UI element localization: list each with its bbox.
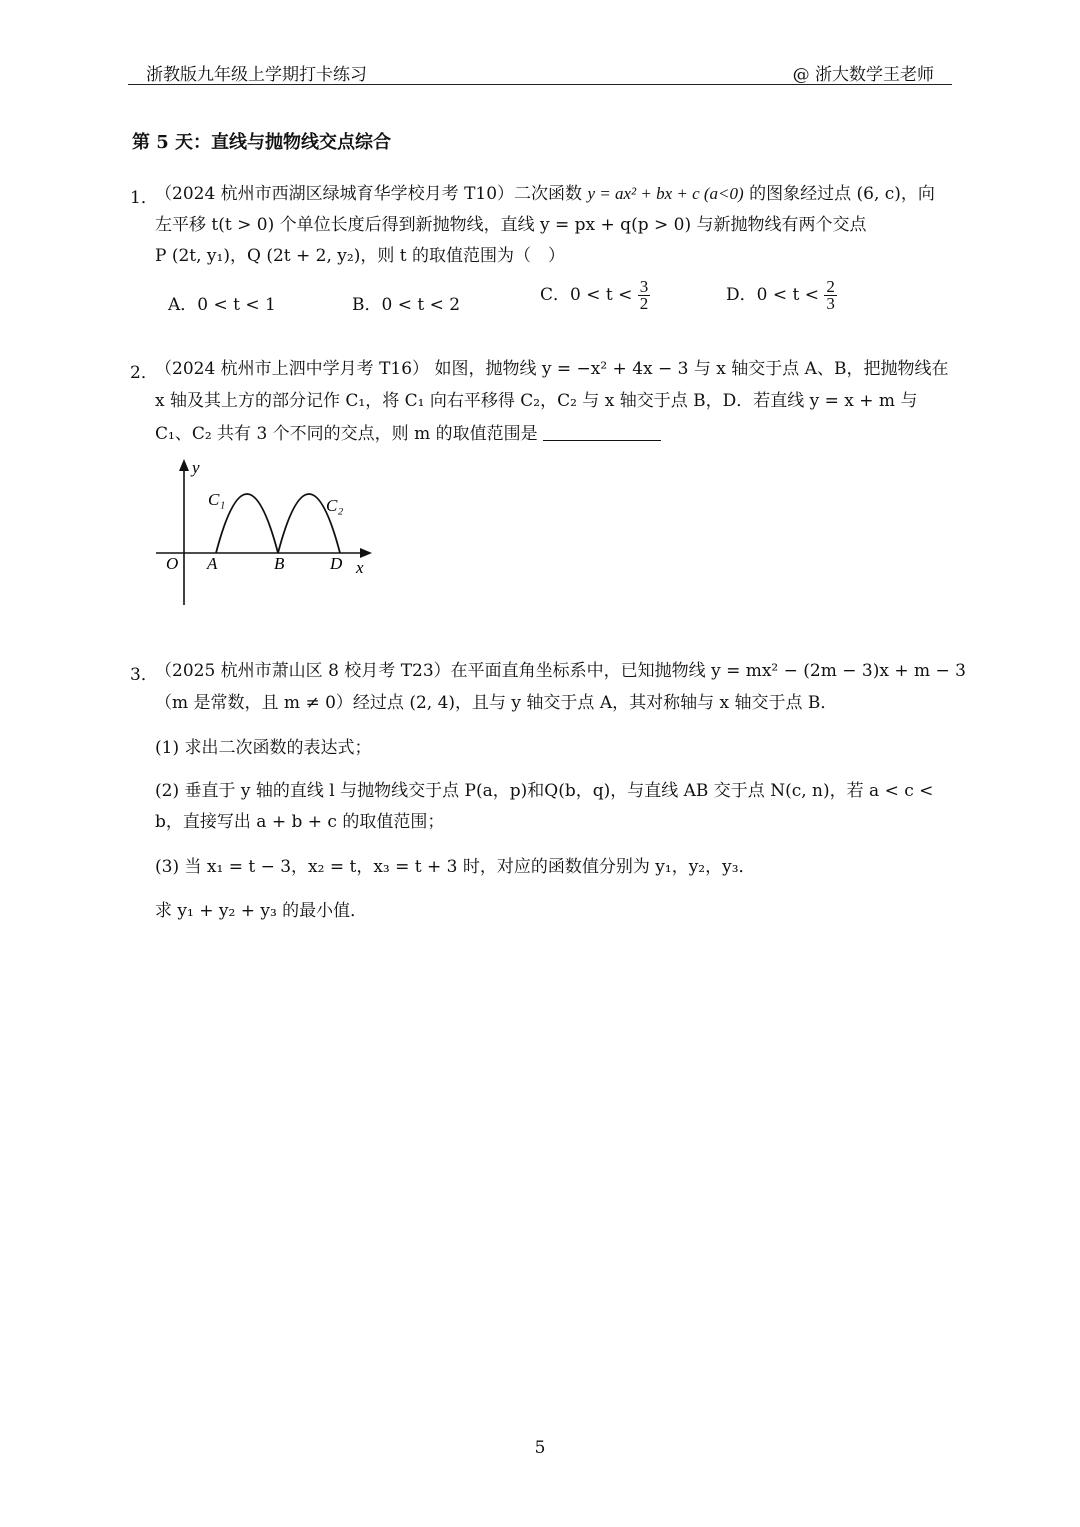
q1-option-d-text: D．0 < t < [726,285,819,305]
header-right: @ 浙大数学王老师 [792,65,934,85]
header-left: 浙教版九年级上学期打卡练习 [146,65,367,85]
q1-option-c-fraction [638,279,651,312]
page-number: 5 [534,1438,546,1458]
label-a: A [207,554,218,573]
q1-option-d-fraction [824,279,837,312]
q1-option-d-denominator: 3 [826,294,835,313]
q3-part3: (3) 当 x₁ = t − 3，x₂ = t，x₃ = t + 3 时，对应的函数值分别为 y₁，y₂，y₃． [155,857,756,877]
q1-option-b: B．0 < t < 2 [352,295,461,315]
q2-line2: x 轴及其上方的部分记作 C₁，将 C₁ 向右平移得 C₂，C₂ 与 x 轴交于点 B，D．若直线 y = x + m 与 [155,391,918,411]
label-o: O [166,554,179,573]
label-c2: C₂ [326,496,344,515]
q1-number: 1． [130,188,158,208]
q3-part2-line2: b，直接写出 a + b + c 的取值范围； [155,812,445,832]
q1-source: （2024 杭州市西湖区绿城育华学校月考 T10） [155,184,515,204]
q1-option-c-denominator: 2 [639,294,649,313]
parabola-figure [150,455,390,615]
q2-line1: （2024 杭州市上泗中学月考 T16） 如图，抛物线 y = −x² + 4x − 3 与 x 轴交于点 A、B，把抛物线在 [155,359,949,379]
q1-option-a: A．0 < t < 1 [168,295,276,315]
y-axis-arrow [179,459,189,471]
q1-option-c-numerator: 3 [639,277,649,296]
label-y: y [192,458,200,477]
q2-line3-text: C₁、C₂ 共有 3 个不同的交点，则 m 的取值范围是 [155,424,538,444]
q1-line3: P (2t, y₁)，Q (2t + 2, y₂)，则 t 的取值范围为（ ） [155,246,565,266]
q3-number: 3． [130,665,158,685]
q1-text1: 二次函数 [514,184,583,204]
label-x: x [356,558,364,577]
section-title: 第 5 天：直线与抛物线交点综合 [132,132,392,153]
q2-line3 [155,423,661,445]
q1-text2: 的图象经过点 (6, c)，向 [749,184,935,204]
q1-line1 [155,183,935,205]
q1-option-d-numerator: 2 [826,277,835,296]
label-c1: C₁ [208,490,226,509]
q1-option-c [540,279,650,312]
q2-number: 2． [130,363,158,383]
q3-line1: （2025 杭州市萧山区 8 校月考 T23）在平面直角坐标系中，已知抛物线 y = mx² − (2m − 3)x + m − 3 [155,661,966,681]
answer-blank [543,424,661,441]
label-d: D [330,554,343,573]
curve-c1 [216,494,278,553]
q3-line2: （m 是常数，且 m ≠ 0）经过点 (2, 4)，且与 y 轴交于点 A，其对称轴与 x 轴交于点 B． [155,693,838,713]
q3-part1: (1) 求出二次函数的表达式； [155,738,372,758]
q1-option-d [726,279,837,312]
q1-line2: 左平移 t(t > 0) 个单位长度后得到新抛物线，直线 y = px + q(p > 0) 与新抛物线有两个交点 [155,215,867,235]
page-header [128,58,952,85]
q3-part2-line1: (2) 垂直于 y 轴的直线 l 与抛物线交于点 P(a，p)和Q(b，q)，与直线 AB 交于点 N(c, n)，若 a < c < [155,781,934,801]
label-b: B [274,554,285,573]
q1-equation: y = ax² + bx + c (a<0) [587,184,744,203]
q1-option-c-text: C．0 < t < [540,285,633,305]
q3-part4: 求 y₁ + y₂ + y₃ 的最小值． [155,901,368,921]
x-axis-arrow [360,548,372,558]
